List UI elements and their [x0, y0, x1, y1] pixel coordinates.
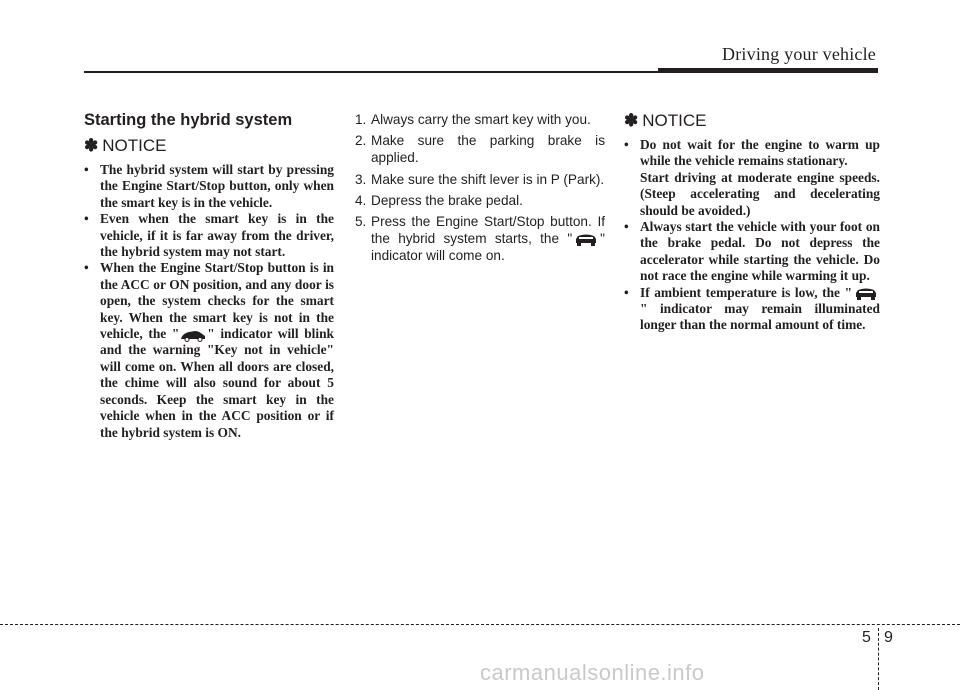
- notice-list: [624, 137, 880, 334]
- notice-label: NOTICE: [642, 111, 707, 130]
- step-text-b: " indicator will come on.: [371, 231, 605, 264]
- footer-vertical-rule: [878, 628, 879, 690]
- list-item: • Do not wait for the engine to warm up while the vehicle remains stationary. Start driving at moderate engine speeds. (Steep accelerating and decelerating should be avoided.): [624, 137, 880, 218]
- header-rule-thick: [658, 68, 878, 73]
- notice-heading: [84, 136, 334, 156]
- watermark[interactable]: carmanualsonline.info: [480, 660, 705, 685]
- page-header-title: Driving your vehicle: [722, 44, 876, 64]
- step-number: 4.: [355, 192, 367, 208]
- notice-star-icon: ✽: [84, 136, 99, 155]
- car-ready-icon: [572, 233, 600, 247]
- list-item-text-a: If ambient temperature is low, the ": [640, 284, 852, 300]
- list-item-subtext: Start driving at moderate engine speeds. (Steep accelerating and decelerating should be avoided.): [640, 169, 880, 218]
- page-number: 9: [884, 629, 893, 646]
- step-item: [355, 213, 605, 265]
- step-number: 2.: [355, 133, 367, 149]
- step-item: [355, 171, 605, 188]
- car-key-warning-icon: [179, 328, 207, 342]
- step-item: [355, 132, 605, 166]
- step-number: 1.: [355, 112, 367, 127]
- footer-dashed-rule: [0, 624, 960, 625]
- header-rule: [84, 71, 658, 73]
- list-item-text: The hybrid system will start by pressing the Engine Start/Stop button, only when the smart key is in the vehicle.: [100, 162, 334, 210]
- list-item-text: Do not wait for the engine to warm up while the vehicle remains stationary.: [640, 137, 880, 169]
- car-ready-icon: [852, 287, 880, 301]
- list-item-text: Always start the vehicle with your foot on the brake pedal. Do not depress the accelerator while starting the vehicle. Do not race the engine while warming it up.: [640, 219, 880, 284]
- notice-label: NOTICE: [102, 136, 167, 155]
- steps-list: [355, 111, 605, 265]
- step-text-a: Press the Engine Start/Stop button. If the hybrid system starts, the ": [371, 214, 605, 247]
- list-item-text-b: " indicator may remain illuminated longer than the normal amount of time.: [640, 301, 880, 333]
- section-heading: Starting the hybrid system: [84, 111, 293, 129]
- step-number: 5.: [355, 214, 367, 230]
- list-item-text-b: " indicator will blink and the warning "Key not in vehicle" will come on. When all doors are closed, the chime will also sound for about 5 seconds. Keep the smart key in the vehicle when in the ACC position or if the hybrid system is ON.: [100, 326, 334, 440]
- step-item: [355, 111, 605, 128]
- notice-list: [84, 162, 334, 441]
- step-text: Make sure the shift lever is in P (Park).: [371, 171, 605, 187]
- step-text: Make sure the parking brake is applied.: [371, 133, 605, 166]
- list-item: • When the Engine Start/Stop button is in the ACC or ON position, and any door is open, the system checks for the smart key. When the smart key is not in the vehicle, the " " indicator will blink and the warning "Key not in vehicle" will come on. When all doors are closed, the chime will also sound for about 5 seconds. Keep the smart key in the vehicle when in the ACC position or if the hybrid system is ON.: [84, 260, 334, 440]
- list-item-text: Even when the smart key is in the vehicle, if it is far away from the driver, the hybrid system may not start.: [100, 211, 334, 260]
- middle-column: [355, 111, 605, 269]
- step-number: 3.: [355, 171, 367, 187]
- list-item: • Always start the vehicle with your foot on the brake pedal. Do not depress the accelerator while starting the vehicle. Do not race the engine while warming it up.: [624, 219, 880, 284]
- left-column: [84, 110, 334, 441]
- step-item: [355, 192, 605, 209]
- list-item: • If ambient temperature is low, the "" indicator may remain illuminated longer than the normal amount of time.: [624, 284, 880, 333]
- step-text: Depress the brake pedal.: [371, 192, 523, 208]
- step-text: Always carry the smart key with you.: [371, 112, 591, 127]
- list-item-text-a: When the Engine Start/Stop button is in the ACC or ON position, and any door is open, the system checks for the smart key. When the smart key is not in the vehicle, the ": [100, 260, 334, 342]
- notice-heading: [624, 111, 880, 131]
- notice-star-icon: ✽: [624, 111, 639, 130]
- list-item: • Even when the smart key is in the vehicle, if it is far away from the driver, the hybrid system may not start.: [84, 211, 334, 260]
- right-column: [624, 111, 880, 334]
- chapter-number: 5: [862, 629, 871, 646]
- list-item: • The hybrid system will start by pressing the Engine Start/Stop button, only when the smart key is in the vehicle.: [84, 162, 334, 210]
